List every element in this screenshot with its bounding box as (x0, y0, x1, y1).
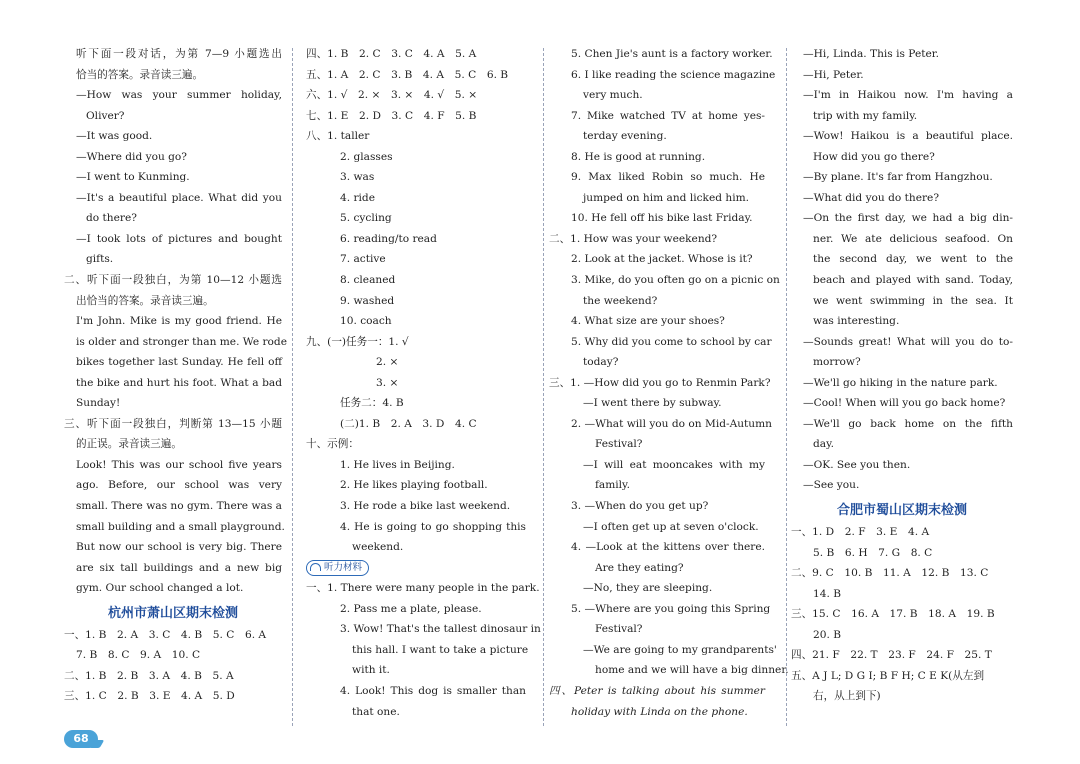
text-line: How did you go there? (813, 150, 935, 163)
text-line: with it. (352, 664, 390, 677)
column-divider (543, 48, 544, 726)
text-line: morrow? (813, 356, 861, 369)
text-line: —Hi, Peter. (803, 68, 864, 81)
text-line: is older and stronger than me. We rode (76, 335, 287, 348)
column-divider (786, 48, 787, 726)
text-line: 三、1. —How did you go to Renmin Park? (549, 376, 771, 389)
text-line: are six tall buildings and a new big (76, 561, 282, 574)
text-line: —Wow! Haikou is a beautiful place. (803, 130, 1013, 143)
text-line: gifts. (86, 253, 114, 266)
text-line: 2. Look at the jacket. Whose is it? (571, 253, 753, 266)
text-line: gym. Our school changed a lot. (76, 582, 244, 595)
text-line: 4. He is going to go shopping this (340, 520, 526, 533)
section-title: 杭州市萧山区期末检测 (107, 605, 238, 621)
text-line: the weekend? (583, 294, 658, 307)
text-line: the second day, we went to the (813, 253, 1013, 266)
listening-material-tag (306, 560, 369, 576)
text-line: 2. He likes playing football. (340, 479, 488, 492)
headphones-icon (310, 563, 321, 571)
text-line: this hall. I want to take a picture (352, 643, 529, 656)
text-line: bikes together last Sunday. He fell off (76, 356, 282, 369)
text-line: ner. We ate delicious seafood. On (813, 232, 1013, 245)
text-line: 9. Max liked Robin so much. He (571, 171, 765, 184)
text-line: 三、听下面一段独白，判断第 13—15 小题 (64, 417, 282, 430)
text-line: 八、1. taller (306, 130, 370, 143)
text-line: 4. Look! This dog is smaller than (340, 684, 526, 697)
text-line: 七、1. E 2. D 3. C 4. F 5. B (306, 109, 477, 122)
text-line: 十、示例： (306, 438, 359, 451)
text-line: 2. —What will you do on Mid-Autumn (571, 417, 772, 430)
column-3 (549, 44, 789, 722)
text-line: 二、听下面一段独白，为第 10—12 小题选 (64, 274, 282, 287)
text-line: —Cool! When will you go back home? (803, 397, 1006, 410)
text-line: 二、1. How was your weekend? (549, 232, 718, 245)
text-line: Look! This was our school five years (76, 458, 282, 471)
text-line: —By plane. It's far from Hangzhou. (803, 171, 993, 184)
text-line: do there? (86, 212, 137, 225)
text-line: 7. active (340, 253, 386, 266)
text-line: 4. ride (340, 191, 375, 204)
text-line: 4. —Look at the kittens over there. (571, 541, 765, 554)
text-line: very much. (583, 89, 643, 102)
text-line: —See you. (803, 479, 860, 492)
text-line: —OK. See you then. (803, 458, 911, 471)
text-line: weekend. (352, 541, 404, 554)
text-line: —On the first day, we had a big din- (803, 212, 1013, 225)
text-line: day. (813, 438, 835, 451)
text-line: the bike and hurt his foot. What a bad (76, 376, 282, 389)
text-line: 一、1. There were many people in the park. (306, 582, 540, 595)
text-line: 3. Mike, do you often go on a picnic on (571, 274, 780, 287)
text-line: —It was good. (76, 130, 153, 143)
text-line: —I took lots of pictures and bought (76, 232, 282, 245)
text-line: 听下面一段对话，为第 7—9 小题选出 (76, 48, 282, 60)
text-line: was interesting. (813, 315, 900, 328)
text-line: 出恰当的答案。录音读三遍。 (76, 294, 214, 307)
text-line: 任务二：4. B (340, 397, 404, 410)
text-line: 1. He lives in Beijing. (340, 458, 455, 471)
text-line: that one. (352, 705, 400, 718)
column-divider (292, 48, 293, 726)
text-line: 10. He fell off his bike last Friday. (571, 212, 753, 225)
text-line: —I will eat mooncakes with my (583, 458, 765, 471)
text-line: 5. cycling (340, 212, 392, 225)
text-line: holiday with Linda on the phone. (571, 705, 748, 718)
text-line: 5. —Where are you going this Spring (571, 602, 771, 615)
text-line: —How was your summer holiday, (76, 89, 282, 102)
text-line: 一、1. B 2. A 3. C 4. B 5. C 6. A (64, 628, 267, 641)
text-line: 的正误。录音读三遍。 (76, 438, 182, 451)
text-line: beach and played with sand. Today, (813, 274, 1013, 287)
text-line: —No, they are sleeping. (583, 582, 713, 595)
text-line: 5. Why did you come to school by car (571, 335, 772, 348)
text-line: 九、(一)任务一：1. √ (306, 335, 409, 348)
text-line: Festival? (595, 438, 643, 451)
text-line: —Hi, Linda. This is Peter. (803, 48, 940, 60)
text-line: we went swimming in the sea. It (813, 294, 1013, 307)
text-line: 四、Peter is talking about his summer (549, 684, 765, 697)
text-line: 三、15. C 16. A 17. B 18. A 19. B (791, 608, 995, 621)
tag-label: 听力材料 (324, 561, 363, 573)
text-line: Are they eating? (595, 561, 684, 574)
text-line: 五、1. A 2. C 3. B 4. A 5. C 6. B (306, 68, 509, 81)
text-line: 右，从上到下) (813, 690, 881, 703)
text-line: today? (583, 356, 619, 369)
text-line: 6. reading/to read (340, 232, 437, 245)
text-line: 五、A J L; D G I; B F H; C E K(从左到 (791, 669, 985, 682)
text-line: 9. washed (340, 294, 395, 307)
text-line: —What did you do there? (803, 191, 940, 204)
text-line: 4. What size are your shoes? (571, 315, 725, 328)
text-line: 2. glasses (340, 150, 393, 163)
text-line: —I often get up at seven o'clock. (583, 520, 759, 533)
text-line: family. (595, 479, 631, 492)
text-line: 四、1. B 2. C 3. C 4. A 5. A (306, 48, 477, 60)
text-line: —We are going to my grandparents' (583, 643, 777, 656)
text-line: 8. cleaned (340, 274, 396, 287)
text-line: ago. Before, our school was very (76, 479, 282, 492)
text-line: 2. × (376, 356, 399, 369)
text-line: —I went there by subway. (583, 397, 722, 410)
text-line: —We'll go hiking in the nature park. (803, 376, 998, 389)
text-line: home and we will have a big dinner. (595, 664, 789, 677)
text-line: 一、1. D 2. F 3. E 4. A (791, 526, 930, 539)
text-line: 恰当的答案。录音读三遍。 (76, 68, 204, 81)
text-line (306, 558, 526, 579)
text-line: —We'll go back home on the fifth (803, 417, 1013, 430)
text-line: —I'm in Haikou now. I'm having a (803, 89, 1013, 102)
column-2 (306, 44, 541, 722)
text-line: 2. Pass me a plate, please. (340, 602, 482, 615)
text-line: trip with my family. (813, 109, 918, 122)
text-line: 7. B 8. C 9. A 10. C (76, 649, 201, 662)
text-line: 3. was (340, 171, 375, 184)
section-title: 合肥市蜀山区期末检测 (836, 503, 967, 519)
text-line: 3. —When do you get up? (571, 500, 709, 513)
text-line: Oliver? (86, 109, 125, 122)
text-line: 5. Chen Jie's aunt is a factory worker. (571, 48, 773, 60)
text-line: 8. He is good at running. (571, 150, 706, 163)
text-line: —It's a beautiful place. What did you (76, 191, 282, 204)
text-line: —I went to Kunming. (76, 171, 190, 184)
text-line: 3. × (376, 376, 399, 389)
page-number: 68 (73, 732, 89, 745)
text-line: Festival? (595, 623, 643, 636)
text-line: 14. B (813, 587, 841, 600)
text-line: 六、1. √ 2. × 3. × 4. √ 5. × (306, 89, 478, 102)
text-line: Sunday! (76, 397, 121, 410)
text-line: terday evening. (583, 130, 667, 143)
text-line: jumped on him and licked him. (583, 191, 750, 204)
text-line: 20. B (813, 628, 841, 641)
page-number-badge (64, 728, 104, 752)
text-line: 二、1. B 2. B 3. A 4. B 5. A (64, 669, 234, 682)
text-line: small building and a small playground. (76, 520, 285, 533)
text-line: 5. B 6. H 7. G 8. C (813, 546, 933, 559)
text-line: 6. I like reading the science magazine (571, 68, 776, 81)
text-line: 7. Mike watched TV at home yes- (571, 109, 765, 122)
text-line: 三、1. C 2. B 3. E 4. A 5. D (64, 690, 235, 703)
text-line: 二、9. C 10. B 11. A 12. B 13. C (791, 567, 989, 580)
text-line: small. There was no gym. There was a (76, 500, 282, 513)
text-line: I'm John. Mike is my good friend. He (76, 315, 282, 328)
column-1 (64, 44, 287, 707)
text-line: But now our school is very big. There (76, 541, 282, 554)
text-line: —Sounds great! What will you do to- (803, 335, 1013, 348)
text-line: 3. He rode a bike last weekend. (340, 500, 511, 513)
text-line: 10. coach (340, 315, 392, 328)
text-line: —Where did you go? (76, 150, 187, 163)
text-line: (二)1. B 2. A 3. D 4. C (340, 417, 477, 430)
column-4 (791, 44, 1013, 707)
text-line: 四、21. F 22. T 23. F 24. F 25. T (791, 649, 992, 662)
text-line: 3. Wow! That's the tallest dinosaur in (340, 623, 541, 636)
